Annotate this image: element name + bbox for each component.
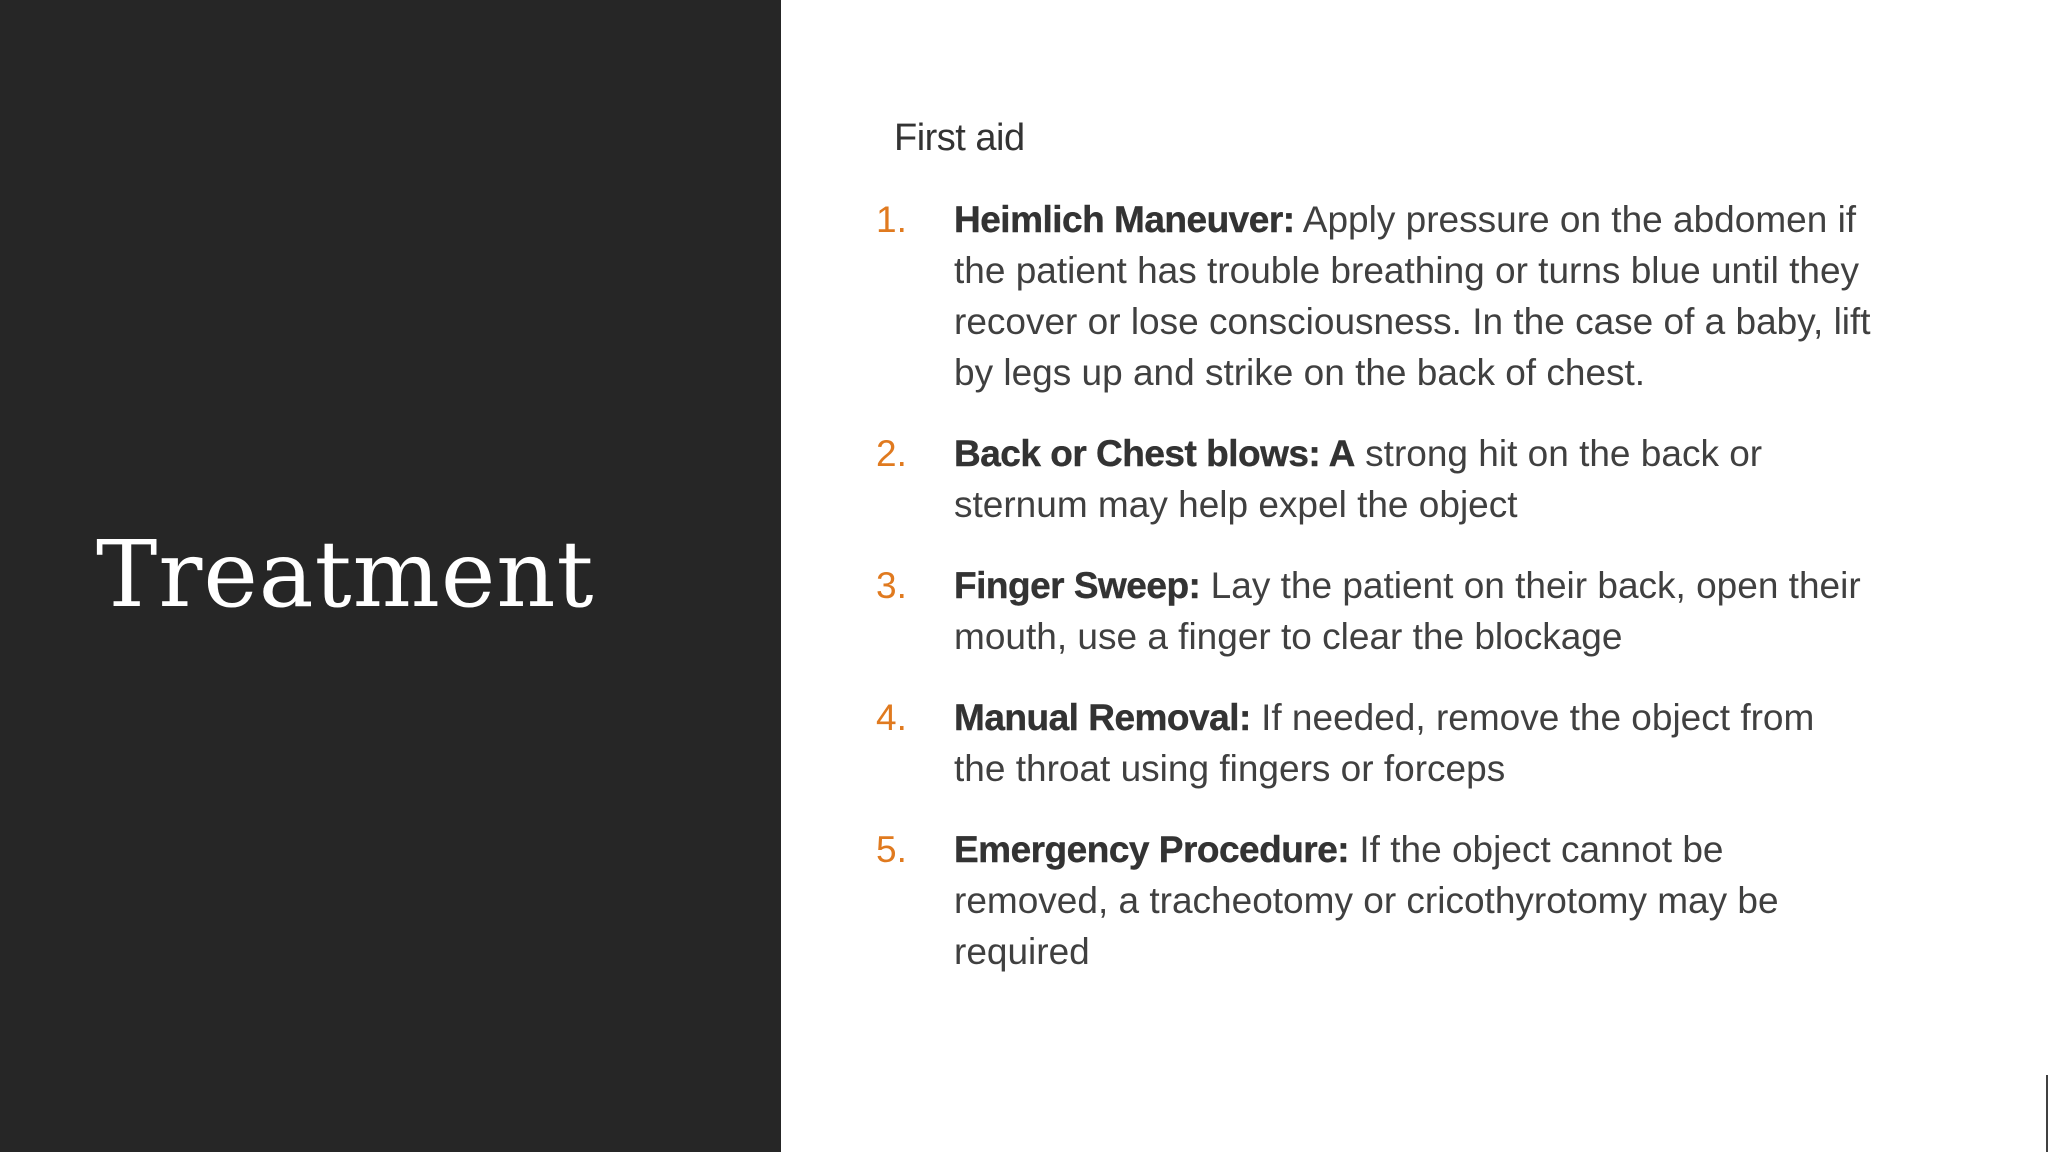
step-term: Emergency Procedure:	[954, 829, 1350, 870]
step-text	[954, 692, 1874, 794]
step-term: Finger Sweep:	[954, 565, 1201, 606]
step-term: Manual Removal:	[954, 697, 1251, 738]
first-aid-subheading: First aid	[894, 117, 1025, 159]
treatment-step	[876, 194, 1986, 398]
treatment-step	[876, 692, 1986, 794]
step-number: 2.	[876, 433, 907, 474]
step-description: Apply pressure on the abdomen if the patient has trouble breathing or turns blue until they recover or lose consciousness. In the case of a baby, lift by legs up and strike on the back of chest.	[954, 199, 1871, 393]
title-panel	[0, 0, 781, 1152]
step-description: If needed, remove the object from the throat using fingers or forceps	[954, 697, 1815, 789]
step-number: 4.	[876, 697, 907, 738]
step-description: strong hit on the back or sternum may help expel the object	[954, 433, 1763, 525]
content-panel	[781, 0, 2048, 1152]
step-text	[954, 194, 1874, 398]
step-text	[954, 560, 1874, 662]
step-number: 3.	[876, 565, 907, 606]
step-term: Back or Chest blows: A	[954, 433, 1355, 474]
step-term: Heimlich Maneuver:	[954, 199, 1295, 240]
step-description: Lay the patient on their back, open their mouth, use a finger to clear the blockage	[954, 565, 1861, 657]
step-text	[954, 824, 1874, 977]
slide-title: Treatment	[96, 521, 595, 628]
step-text	[954, 428, 1874, 530]
treatment-step	[876, 560, 1986, 662]
step-description: If the object cannot be removed, a tracheotomy or cricothyrotomy may be required	[954, 829, 1779, 972]
step-number: 1.	[876, 199, 907, 240]
step-number: 5.	[876, 829, 907, 870]
treatment-step	[876, 428, 1986, 530]
treatment-step	[876, 824, 1986, 977]
treatment-steps-list	[876, 194, 1986, 1007]
